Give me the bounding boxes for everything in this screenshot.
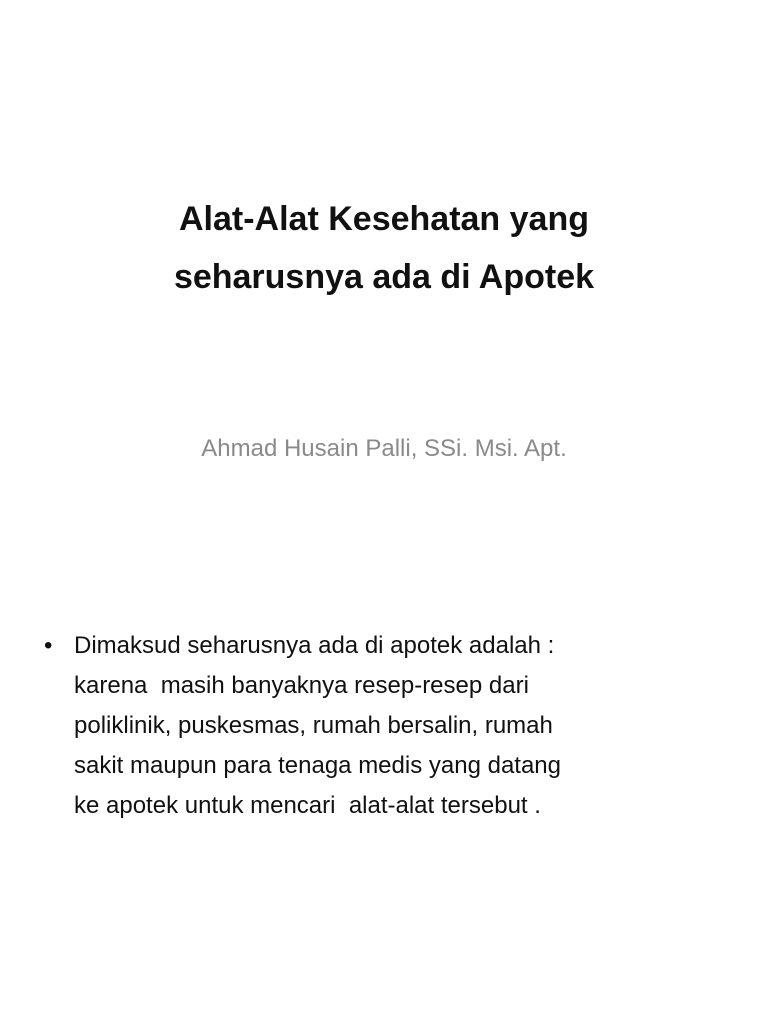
bullet-text-line: karena masih banyaknya resep-resep dari [74, 672, 529, 699]
bullet-text-line: sakit maupun para tenaga medis yang datang [74, 752, 561, 779]
slide-title-line: seharusnya ada di Apotek [173, 258, 595, 296]
slide-title-line: Alat-Alat Kesehatan yang [179, 200, 589, 238]
bullet-text-line: ke apotek untuk mencari alat-alat tersebut . [74, 792, 541, 819]
bullet-text-line: poliklinik, puskesmas, rumah bersalin, rumah [74, 712, 553, 739]
bullet-item [40, 626, 730, 826]
bullet-text-line: Dimaksud seharusnya ada di apotek adalah : [74, 632, 555, 659]
slide-title [60, 190, 708, 306]
bullet-marker: • [44, 632, 53, 659]
bullet-list [40, 626, 730, 826]
slide-subtitle-author: Ahmad Husain Palli, SSi. Msi. Apt. [201, 435, 567, 462]
